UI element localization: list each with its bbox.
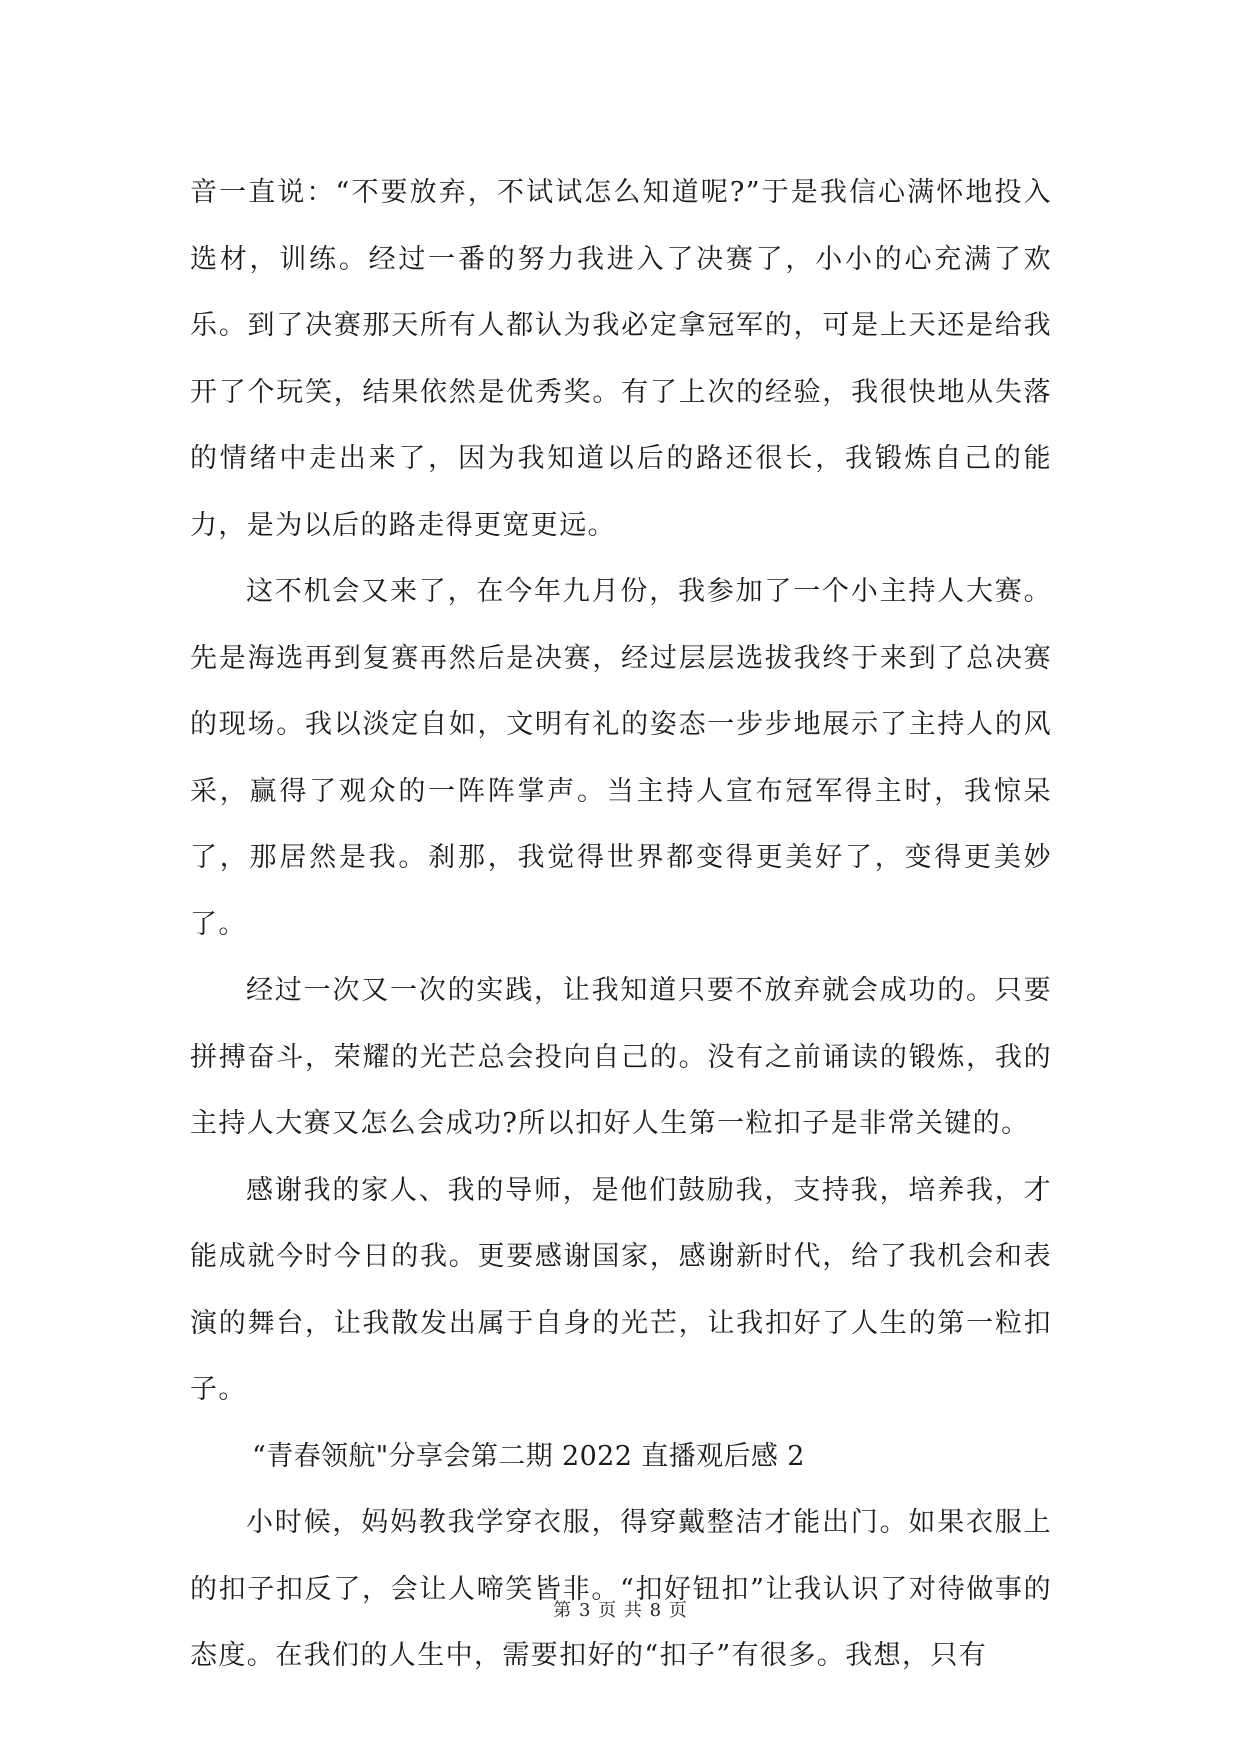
paragraph-5: 小时候，妈妈教我学穿衣服，得穿戴整洁才能出门。如果衣服上的扣子扣反了，会让人啼笑皆非。“扣好钮扣”让我认识了对待做事的态度。在我们的人生中，需要扣好的“扣子”有很多。我想，只有 bbox=[190, 1507, 1052, 1671]
paragraph-2: 这不机会又来了，在今年九月份，我参加了一个小主持人大赛。先是海选再到复赛再然后是决赛，经过层层选拔我终于来到了总决赛的现场。我以淡定自如，文明有礼的姿态一步步地展示了主持人的风采，赢得了观众的一阵阵掌声。当主持人宣布冠军得主时，我惊呆了，那居然是我。刹那，我觉得世界都变得更美好了，变得更美妙了。 bbox=[190, 576, 1052, 940]
paragraph-1: 音一直说：“不要放弃，不试试怎么知道呢?”于是我信心满怀地投入选材，训练。经过一番的努力我进入了决赛了，小小的心充满了欢乐。到了决赛那天所有人都认为我必定拿冠军的，可是上天还是给我开了个玩笑，结果依然是优秀奖。有了上次的经验，我很快地从失落的情绪中走出来了，因为我知道以后的路还很长，我锻炼自己的能力，是为以后的路走得更宽更远。 bbox=[190, 177, 1052, 541]
paragraph-4: 感谢我的家人、我的导师，是他们鼓励我，支持我，培养我，才能成就今时今日的我。更要感谢国家，感谢新时代，给了我机会和表演的舞台，让我散发出属于自身的光芒，让我扣好了人生的第一粒扣子。 bbox=[190, 1174, 1052, 1405]
section-heading: “青春领航"分享会第二期 2022 直播观后感 2 bbox=[252, 1440, 805, 1472]
document-body bbox=[190, 160, 1052, 1690]
page-number-footer: 第 3 页 共 8 页 bbox=[553, 1600, 688, 1621]
paragraph-3: 经过一次又一次的实践，让我知道只要不放弃就会成功的。只要拼搏奋斗，荣耀的光芒总会投向自己的。没有之前诵读的锻炼，我的主持人大赛又怎么会成功?所以扣好人生第一粒扣子是非常关键的。 bbox=[190, 975, 1052, 1139]
